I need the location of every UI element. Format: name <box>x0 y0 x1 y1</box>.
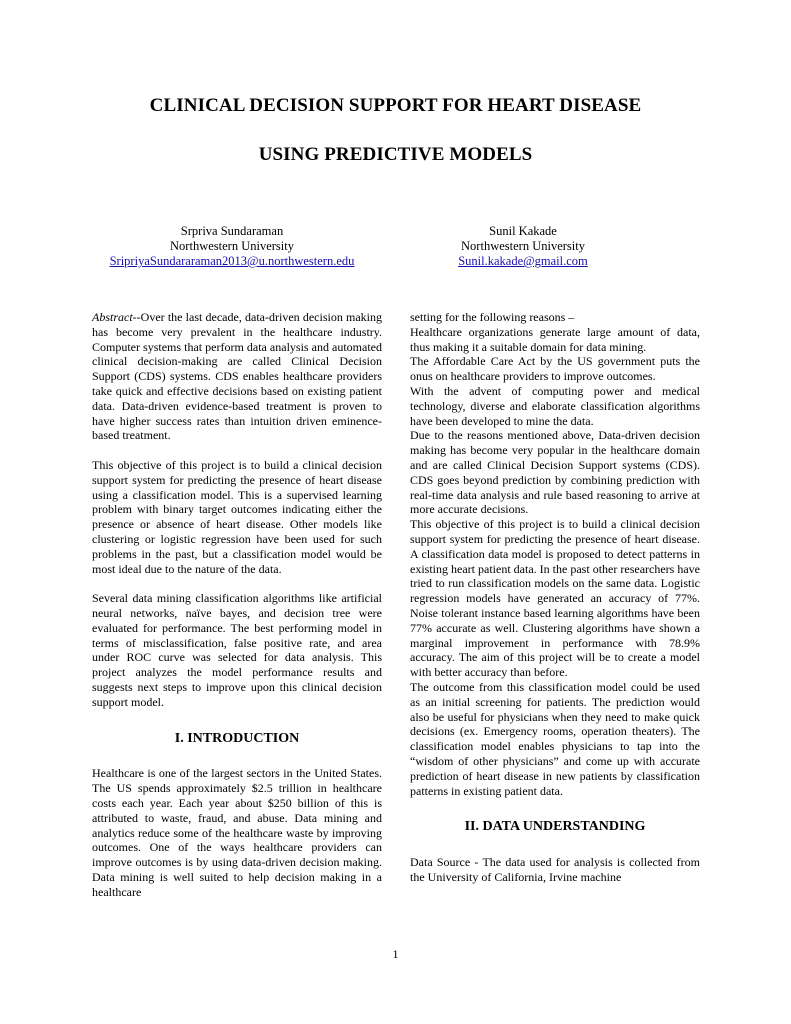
paper-title-line-1: CLINICAL DECISION SUPPORT FOR HEART DISEASE <box>149 95 642 116</box>
abstract-label: Abstract <box>92 310 133 324</box>
paper-title-line-2: USING PREDICTIVE MODELS <box>258 144 533 165</box>
body-paragraph: With the advent of computing power and medical technology, diverse and elaborate classification algorithms have been developed to mine the data. <box>410 383 700 428</box>
author-name: Srpriva Sundaraman <box>180 224 284 238</box>
abstract-text: --Over the last decade, data-driven decision making has become very prevalent in the healthcare industry. Computer systems that perform data analysis and automated clinical decision-making are called Clinical Decision Support (CDS) systems. CDS enables healthcare providers take quick and effective decisions based on existing patient data. Data-driven evidence-based treatment is proven to have higher success rates than intuition driven eminence-based treatment. <box>92 310 382 443</box>
body-paragraph: The outcome from this classification model could be used as an initial screening for patients. The prediction would also be useful for physicians when they need to make quick decisions (ex. Emergency rooms, operation theaters). The classification model enables physicians to tap into the “wisdom of other physicians” and come up with accurate prediction of heart disease in new patients by classification patterns in existing patient data. <box>410 679 700 798</box>
author-email-link[interactable]: SripriyaSundararaman2013@u.northwestern.edu <box>109 254 355 268</box>
body-paragraph: Healthcare is one of the largest sectors in the United States. The US spends approximately $2.5 trillion in healthcare costs each year. Each year about $250 billion of this is attributed to waste, fraud, and abuse. Data mining and analytics reduce some of the healthcare waste by improving outcomes. One of the ways healthcare providers can improve outcomes is by using data-driven decision making. Data mining is well suited to help decision making in a healthcare <box>92 766 382 899</box>
body-paragraph: Due to the reasons mentioned above, Data-driven decision making has become very popular in the healthcare domain and are called Clinical Decision Support systems (CDS). CDS goes beyond prediction by combining prediction with real-time data analysis and rule based reasoning to arrive at more accurate decisions. <box>410 428 700 517</box>
body-paragraph: Data Source - The data used for analysis is collected from the University of California, Irvine machine <box>410 855 700 884</box>
body-paragraph: This objective of this project is to build a clinical decision support system for predicting the presence of heart disease using a classification model. This is a supervised learning problem with binary target outcomes indicating either the presence or absence of heart disease. Other models like clustering or logistic regression have been used for such problems in the past, but a classification model would be most ideal due to the nature of the data. <box>92 457 382 576</box>
author-block-2 <box>373 224 673 269</box>
body-paragraph: Several data mining classification algorithms like artificial neural networks, naïve bayes, and decision tree were evaluated for performance. The best performing model in terms of misclassification, false positive rate, and area under ROC curve was selected for data analysis. This project analyzes the model performance results and suggests next steps to improve upon this clinical decision support model. <box>92 591 382 709</box>
author-block-1 <box>82 224 382 269</box>
abstract-paragraph <box>92 310 382 443</box>
section-heading-data-understanding: II. DATA UNDERSTANDING <box>464 819 646 835</box>
author-name: Sunil Kakade <box>489 224 557 238</box>
body-paragraph: setting for the following reasons – <box>410 310 575 324</box>
body-paragraph: Healthcare organizations generate large amount of data, thus making it a suitable domain for data mining. <box>410 324 700 354</box>
section-heading-introduction: I. INTRODUCTION <box>174 730 300 746</box>
author-affiliation: Northwestern University <box>461 239 585 253</box>
author-email-link[interactable]: Sunil.kakade@gmail.com <box>458 254 588 268</box>
body-paragraph: This objective of this project is to build a clinical decision support system for predicting the presence of heart disease. A classification data model is proposed to detect patterns in existing heart patient data. In the past other researchers have tried to run classification models on the same data. Logistic regression models have generated an accuracy of 77%. Noise tolerant instance based learning algorithms have been 77% accurate as well. Clustering algorithms have shown a marginal improvement in performance with 78.9% accuracy. The aim of this project will be to create a model with better accuracy than before. <box>410 517 700 680</box>
left-column <box>92 310 382 899</box>
right-column <box>410 310 700 885</box>
page-number: 1 <box>392 947 399 961</box>
author-affiliation: Northwestern University <box>170 239 294 253</box>
body-paragraph: The Affordable Care Act by the US government puts the onus on healthcare providers to improve outcomes. <box>410 354 700 384</box>
